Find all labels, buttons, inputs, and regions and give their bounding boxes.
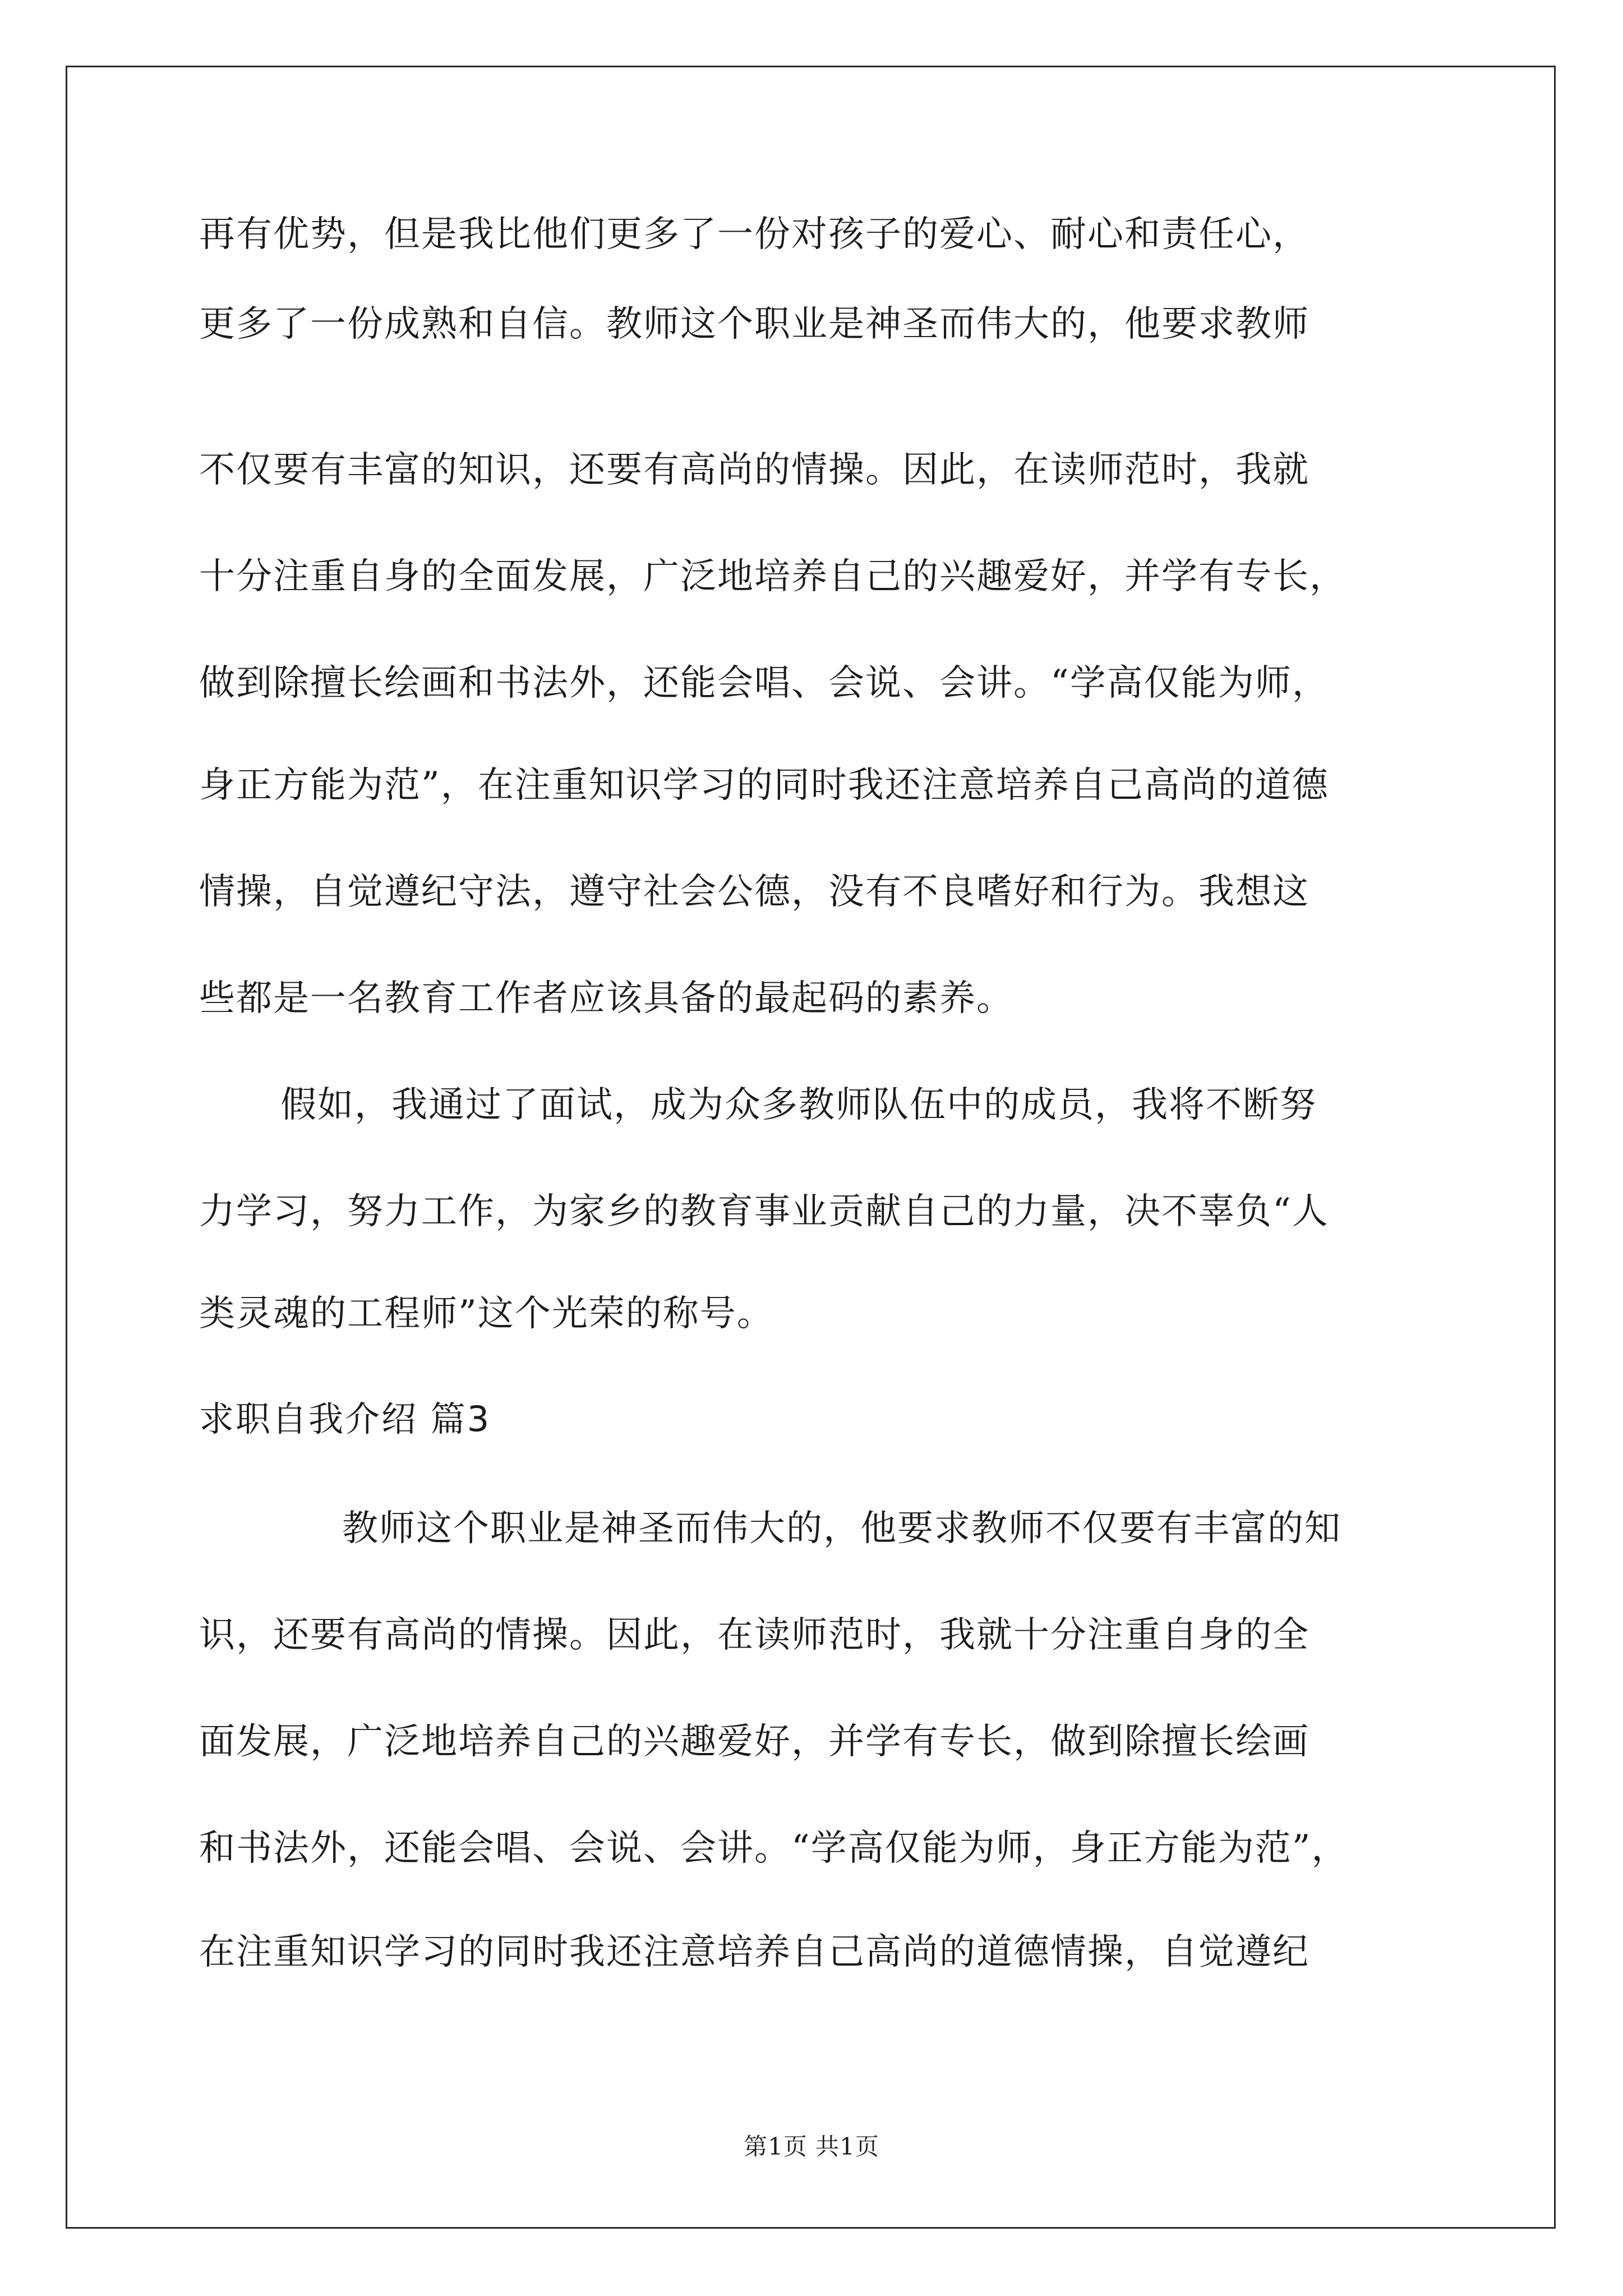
page-number-footer: 第1页 共1页 [744, 2133, 879, 2160]
paragraph1-line: 不仅要有丰富的知识，还要有高尚的情操。因此，在读师范时，我就 [199, 449, 1310, 491]
paragraph3-line: 和书法外，还能会唱、会说、会讲。“学高仅能为师，身正方能为范”， [199, 1828, 1349, 1869]
paragraph3-line: 识，还要有高尚的情操。因此，在读师范时，我就十分注重自身的全 [199, 1614, 1310, 1656]
paragraph2-line: 类灵魂的工程师”这个光荣的称号。 [199, 1293, 774, 1335]
paragraph1-line: 情操，自觉遵纪守法，遵守社会公德，没有不良嗜好和行为。我想这 [199, 871, 1310, 913]
paragraph1-line: 做到除擅长绘画和书法外，还能会唱、会说、会讲。“学高仅能为师， [199, 662, 1329, 704]
paragraph2-line: 假如，我通过了面试，成为众多教师队伍中的成员，我将不断努 [280, 1084, 1317, 1126]
paragraph2-line: 力学习，努力工作，为家乡的教育事业贡献自己的力量，决不辜负“人 [199, 1191, 1329, 1232]
paragraph1-line: 十分注重自身的全面发展，广泛地培养自己的兴趣爱好，并学有专长， [199, 556, 1347, 597]
paragraph3-line: 教师这个职业是神圣而伟大的，他要求教师不仅要有丰富的知 [342, 1508, 1341, 1549]
paragraph1-line: 些都是一名教育工作者应该具备的最起码的素养。 [199, 978, 1013, 1019]
paragraph1-line: 再有优势，但是我比他们更多了一份对孩子的爱心、耐心和责任心， [199, 214, 1310, 255]
page-border [66, 66, 1556, 2229]
paragraph3-line: 面发展，广泛地培养自己的兴趣爱好，并学有专长，做到除擅长绘画 [199, 1721, 1310, 1763]
paragraph3-line: 在注重知识学习的同时我还注意培养自己高尚的道德情操，自觉遵纪 [199, 1931, 1310, 1973]
paragraph1-line: 身正方能为范”，在注重知识学习的同时我还注意培养自己高尚的道德 [199, 765, 1329, 806]
section-heading: 求职自我介绍 篇3 [199, 1398, 491, 1439]
paragraph1-line: 更多了一份成熟和自信。教师这个职业是神圣而伟大的，他要求教师 [199, 303, 1310, 345]
